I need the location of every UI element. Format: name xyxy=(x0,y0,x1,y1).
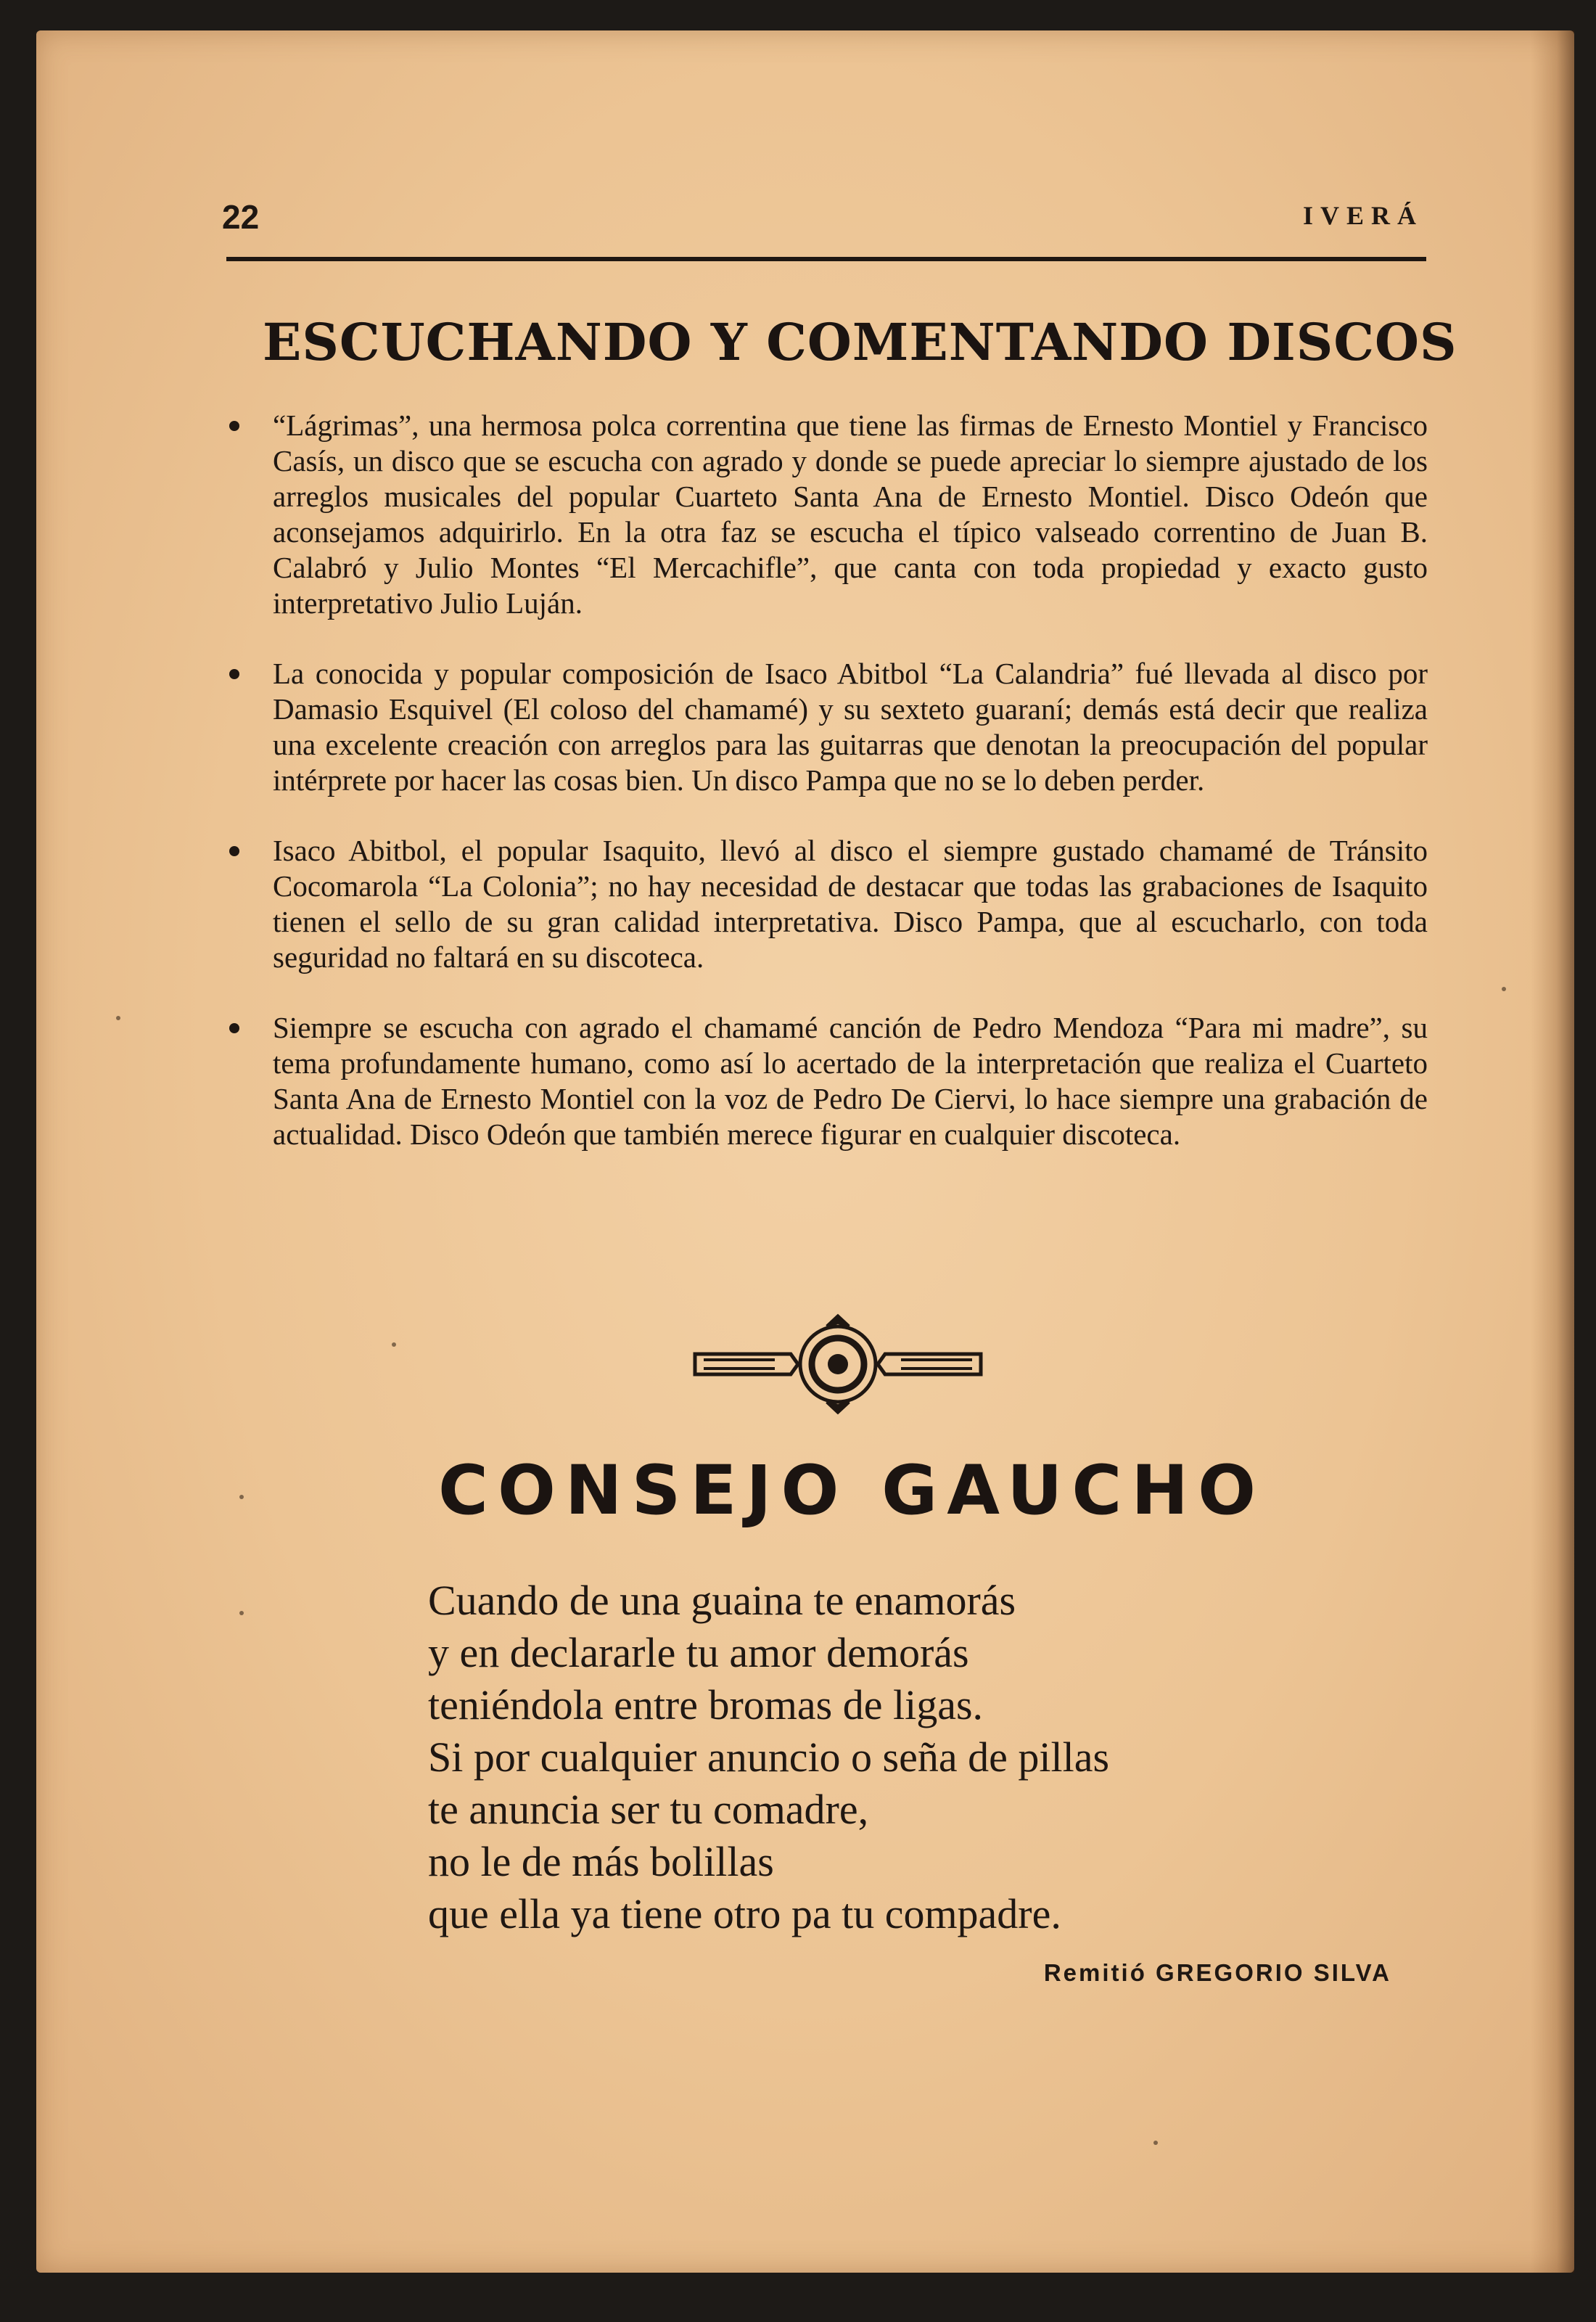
review-text: Siempre se escucha con agrado el chamamé canción de Pedro Mendoza “Para mi madre”, su tema profundamente humano, como así lo acertado de la interpretación que realiza el Cuarteto Santa Ana de Ernesto Montiel con la voz de Pedro De Ciervi, lo hace siempre una grabación de actualidad. Disco Odeón que también merece figurar en cualquier discoteca. xyxy=(273,1011,1428,1151)
poem-line: Si por cualquier anuncio o seña de pillas xyxy=(428,1734,1110,1781)
bullet-icon xyxy=(229,846,239,856)
article-title: ESCUCHANDO Y COMENTANDO DISCOS xyxy=(263,312,1457,372)
poem-line: que ella ya tiene otro pa tu compadre. xyxy=(428,1890,1061,1937)
record-reviews-list xyxy=(218,408,1428,1187)
poem-line: Cuando de una guaina te enamorás xyxy=(428,1577,1016,1624)
page-number: 22 xyxy=(222,198,260,236)
review-item xyxy=(218,656,1428,798)
poem-credit: Remitió GREGORIO SILVA xyxy=(1043,1959,1391,1986)
ornament-icon xyxy=(689,1306,987,1422)
poem-line: te anuncia ser tu comadre, xyxy=(428,1786,869,1833)
page-header xyxy=(190,197,1423,248)
review-text: “Lágrimas”, una hermosa polca correntina que tiene las firmas de Ernesto Montiel y Francisco Casís, un disco que se escucha con agrado y donde se puede apreciar lo siempre ajustado de los arreglos musicales del popular Cuarteto Santa Ana de Ernesto Montiel. Disco Odeón que aconsejamos adquirirlo. En la otra faz se escucha el típico valseado correntino de Juan B. Calabró y Julio Montes “El Mercachifle”, que canta con toda propiedad y exacto gusto interpretativo Julio Luján. xyxy=(273,409,1428,620)
page-spine-shadow xyxy=(1531,30,1574,2273)
running-title: IVERÁ xyxy=(1302,201,1423,230)
review-text: Isaco Abitbol, el popular Isaquito, llevó al disco el siempre gustado chamamé de Tránsito Cocomarola “La Colonia”; no hay necesidad de destacar que todas las grabaciones de Isaquito tienen el sello de su gran calidad interpretativa. Disco Pampa, que al escucharlo, con toda seguridad no faltará en su discoteca. xyxy=(273,834,1428,974)
poem-title: CONSEJO GAUCHO xyxy=(438,1451,1265,1530)
poem-line: no le de más bolillas xyxy=(428,1838,774,1885)
review-item xyxy=(218,408,1428,621)
bullet-icon xyxy=(229,1023,239,1033)
review-item xyxy=(218,833,1428,975)
bullet-icon xyxy=(229,421,239,431)
review-item xyxy=(218,1010,1428,1152)
review-text: La conocida y popular composición de Isaco Abitbol “La Calandria” fué llevada al disco por Damasio Esquivel (El coloso del chamamé) y su sexteto guaraní; demás está decir que realiza una excelente creación con arreglos para las guitarras que denotan la preocupación del popular intérprete por hacer las cosas bien. Un disco Pampa que no se lo deben perder. xyxy=(273,657,1428,797)
poem-body xyxy=(428,1575,1371,1940)
bullet-icon xyxy=(229,669,239,679)
poem-line: y en declararle tu amor demorás xyxy=(428,1629,969,1676)
header-rule xyxy=(226,257,1426,261)
poem-line: teniéndola entre bromas de ligas. xyxy=(428,1681,984,1728)
